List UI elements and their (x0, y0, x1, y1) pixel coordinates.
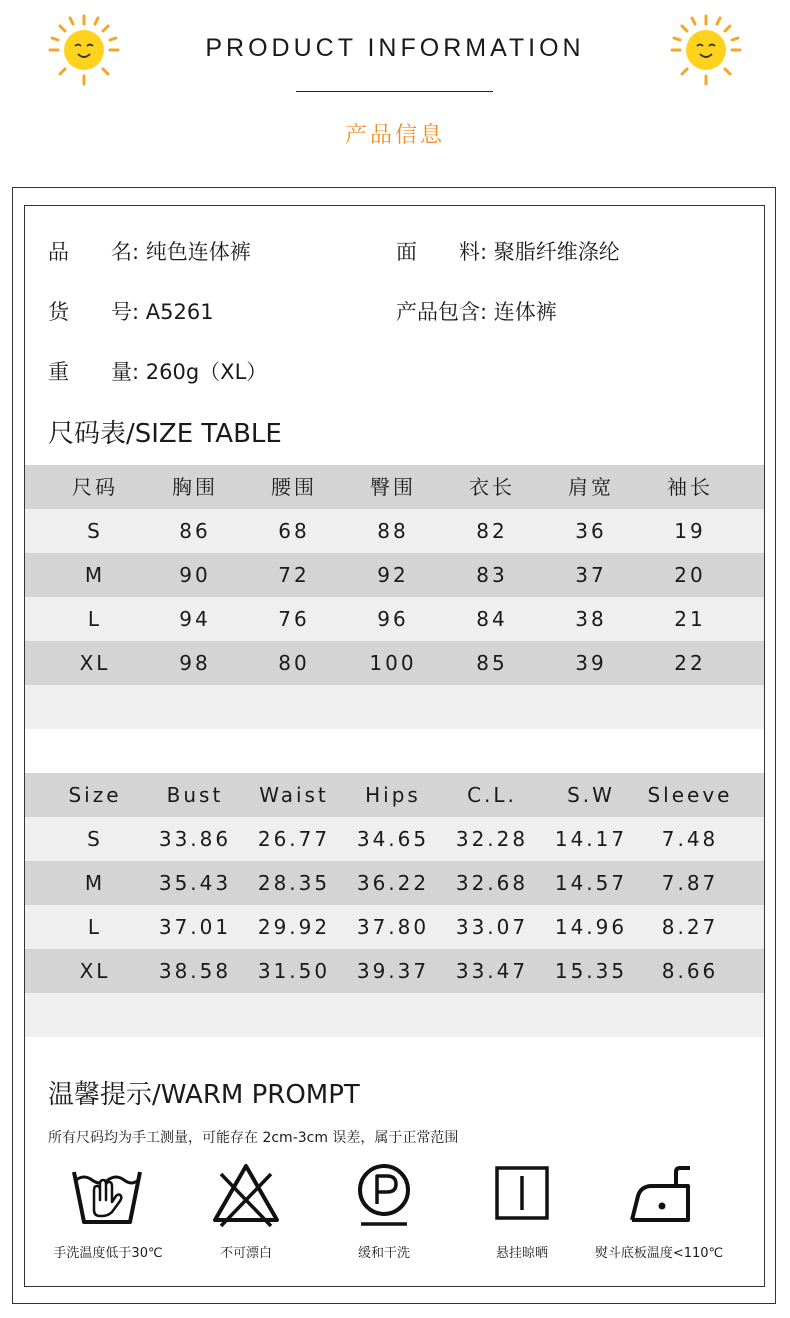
info-item (48, 296, 214, 326)
info-weight-label: 重 量: (48, 360, 140, 384)
table-cell: 29.92 (257, 915, 331, 939)
table-cell: L (87, 607, 103, 631)
page-title-en: PRODUCT INFORMATION (205, 34, 585, 62)
table-cell: 14.96 (554, 915, 628, 939)
info-name (48, 236, 251, 266)
hand-wash-icon (70, 1160, 144, 1230)
table-cell: 76 (278, 607, 310, 631)
info-weight-value: 260g（XL） (145, 360, 268, 384)
no-bleach-label: 不可漂白 (219, 1246, 272, 1261)
table-cell: 8.27 (661, 915, 719, 939)
size-table-cn (25, 465, 764, 773)
table-cell: 85 (476, 651, 508, 675)
info-item-label: 货 号: (48, 300, 140, 324)
table-row (25, 949, 764, 993)
table-cell: 98 (179, 651, 211, 675)
table-row (25, 817, 764, 861)
dry-clean-label: 缓和干洗 (357, 1246, 410, 1261)
table-cell: M (84, 871, 106, 895)
table-header-cell: 袖长 (667, 475, 713, 499)
table-row (25, 509, 764, 553)
table-header-cell: 肩宽 (568, 475, 614, 499)
table-cell: 34.65 (356, 827, 430, 851)
info-fabric-value: 聚脂纤维涤纶 (493, 240, 620, 264)
table-cell: XL (79, 651, 111, 675)
table-row (25, 553, 764, 597)
table-cell: 8.66 (661, 959, 719, 983)
table-spacer-row (25, 729, 764, 773)
table-cell: 38 (575, 607, 607, 631)
table-header-cell: Size (68, 783, 122, 807)
table-cell: 33.86 (158, 827, 232, 851)
table-empty-row (25, 993, 764, 1037)
info-item-value: A5261 (145, 300, 214, 324)
table-cell: 37 (575, 563, 607, 587)
table-cell: 86 (179, 519, 211, 543)
table-cell: L (87, 915, 103, 939)
table-cell: 33.47 (455, 959, 529, 983)
table-cell: 35.43 (158, 871, 232, 895)
info-fabric (396, 236, 620, 266)
page-title-cn: 产品信息 (344, 123, 445, 148)
hand-wash-label: 手洗温度低于30℃ (53, 1246, 163, 1261)
table-header-cell: Bust (166, 783, 224, 807)
table-cell: 21 (674, 607, 706, 631)
title-underline (296, 91, 493, 92)
info-fabric-label: 面 料: (396, 240, 488, 264)
table-cell: 31.50 (257, 959, 331, 983)
table-cell: M (84, 563, 106, 587)
table-cell: 32.28 (455, 827, 529, 851)
no-bleach-icon (209, 1160, 283, 1230)
table-header-cell: 腰围 (271, 475, 317, 499)
table-header-row (25, 773, 764, 817)
table-cell: 90 (179, 563, 211, 587)
table-cell: 32.68 (455, 871, 529, 895)
table-empty-row (25, 685, 764, 729)
table-cell: 96 (377, 607, 409, 631)
table-cell: XL (79, 959, 111, 983)
table-cell: 7.87 (661, 871, 719, 895)
table-header-cell: Waist (259, 783, 329, 807)
table-cell: 39.37 (356, 959, 430, 983)
table-cell: 7.48 (661, 827, 719, 851)
table-header-cell: C.L. (467, 783, 517, 807)
info-package-value: 连体裤 (493, 300, 557, 324)
table-cell: 22 (674, 651, 706, 675)
table-header-cell: 衣长 (469, 475, 515, 499)
measurement-note: 所有尺码均为手工测量，可能存在 2cm-3cm 误差，属于正常范围 (48, 1130, 459, 1146)
table-cell: 83 (476, 563, 508, 587)
table-cell: 88 (377, 519, 409, 543)
table-cell: 84 (476, 607, 508, 631)
table-cell: 28.35 (257, 871, 331, 895)
table-cell: 92 (377, 563, 409, 587)
table-row (25, 641, 764, 685)
table-cell: 82 (476, 519, 508, 543)
line-dry-icon (485, 1160, 559, 1230)
table-header-cell: Sleeve (647, 783, 733, 807)
warm-prompt-title: 温馨提示/WARM PROMPT (48, 1080, 360, 1110)
line-dry-label: 悬挂晾晒 (495, 1246, 548, 1261)
table-cell: 68 (278, 519, 310, 543)
table-header-row (25, 465, 764, 509)
table-cell: 36 (575, 519, 607, 543)
table-row (25, 597, 764, 641)
table-cell: S (87, 519, 103, 543)
iron-low-icon (624, 1160, 698, 1230)
table-cell: 94 (179, 607, 211, 631)
info-name-value: 纯色连体裤 (145, 240, 251, 264)
size-table-title: 尺码表/SIZE TABLE (48, 419, 282, 449)
table-cell: 100 (369, 651, 417, 675)
table-cell: 38.58 (158, 959, 232, 983)
table-cell: 72 (278, 563, 310, 587)
info-package-label: 产品包含: (396, 300, 488, 324)
table-header-cell: 尺码 (72, 475, 118, 499)
table-cell: 37.01 (158, 915, 232, 939)
size-table-en (25, 773, 764, 1037)
dry-clean-p-icon (347, 1160, 421, 1230)
table-cell: 36.22 (356, 871, 430, 895)
table-cell: 14.57 (554, 871, 628, 895)
iron-label: 熨斗底板温度<110℃ (594, 1246, 724, 1261)
table-cell: 14.17 (554, 827, 628, 851)
table-cell: 39 (575, 651, 607, 675)
table-cell: S (87, 827, 103, 851)
info-package (396, 296, 557, 326)
table-cell: 19 (674, 519, 706, 543)
table-cell: 15.35 (554, 959, 628, 983)
table-row (25, 905, 764, 949)
table-cell: 80 (278, 651, 310, 675)
table-header-cell: Hips (365, 783, 421, 807)
table-header-cell: S.W (567, 783, 615, 807)
table-cell: 20 (674, 563, 706, 587)
table-row (25, 861, 764, 905)
table-header-cell: 胸围 (172, 475, 218, 499)
table-cell: 26.77 (257, 827, 331, 851)
table-header-cell: 臀围 (370, 475, 416, 499)
table-cell: 33.07 (455, 915, 529, 939)
info-weight (48, 356, 267, 386)
info-name-label: 品 名: (48, 240, 140, 264)
table-cell: 37.80 (356, 915, 430, 939)
